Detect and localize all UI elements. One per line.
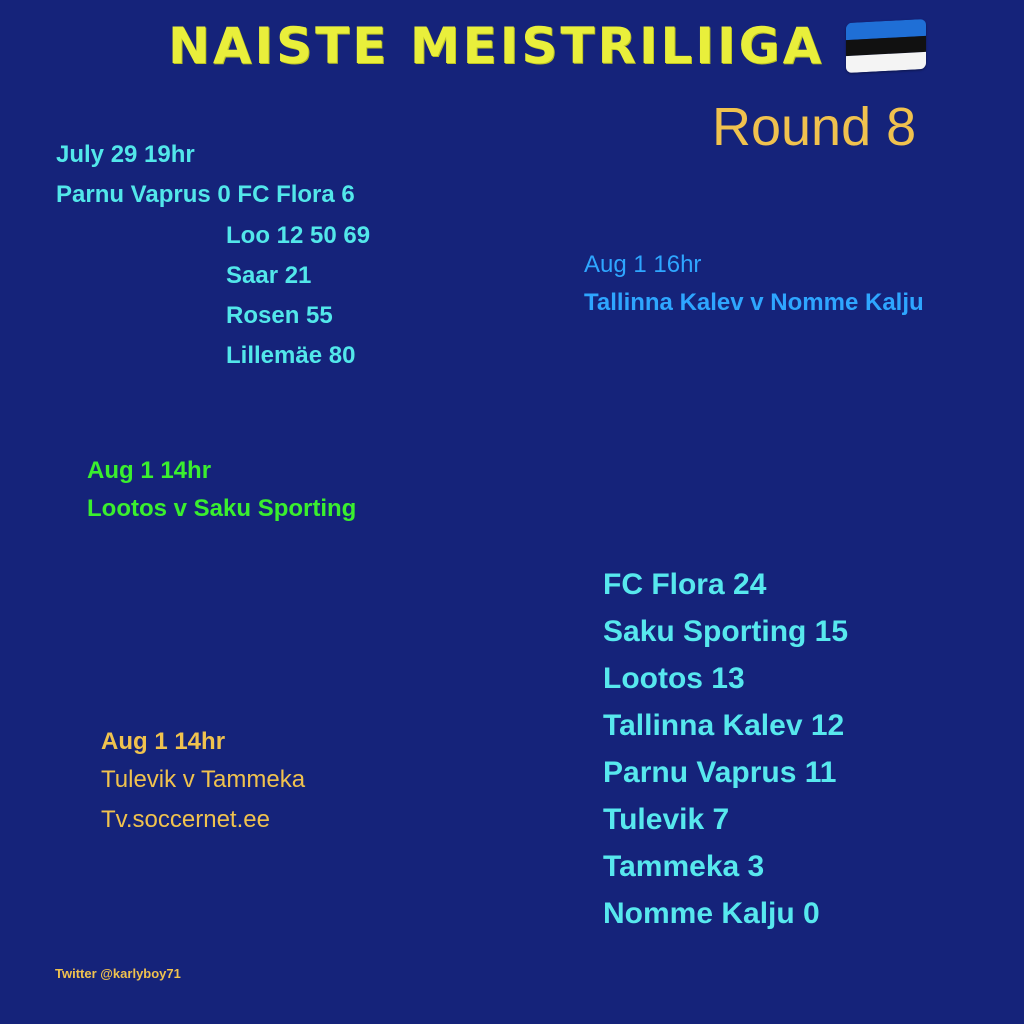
match1-result: Parnu Vaprus 0 FC Flora 6	[56, 181, 355, 208]
twitter-handle: Twitter @karlyboy71	[55, 966, 181, 981]
match2-fixture: Tallinna Kalev v Nomme Kalju	[584, 289, 924, 316]
standings-row: Tallinna Kalev 12	[603, 709, 845, 742]
match4-fixture: Tulevik v Tammeka	[101, 766, 306, 793]
match2-date: Aug 1 16hr	[584, 251, 702, 278]
round-label: Round 8	[712, 97, 917, 157]
standings-row: FC Flora 24	[603, 568, 767, 601]
match3-fixture: Lootos v Saku Sporting	[87, 495, 357, 522]
match4-broadcast: Tv.soccernet.ee	[101, 806, 270, 833]
standings-row: Lootos 13	[603, 662, 745, 695]
standings-row: Parnu Vaprus 11	[603, 756, 837, 789]
standings-row: Nomme Kalju 0	[603, 897, 820, 930]
standings-row: Tammeka 3	[603, 850, 765, 883]
match3-date: Aug 1 14hr	[87, 457, 212, 484]
page-title: NAISTE MEISTRILIIGA	[168, 17, 825, 75]
match1-scorer: Lillemäe 80	[226, 342, 356, 369]
match1-scorer: Loo 12 50 69	[226, 222, 371, 249]
match4-date: Aug 1 14hr	[101, 728, 226, 755]
match1-scorer: Rosen 55	[226, 302, 333, 329]
match1-scorer: Saar 21	[226, 262, 312, 289]
match1-date: July 29 19hr	[56, 141, 195, 168]
standings-row: Saku Sporting 15	[603, 615, 849, 648]
estonia-flag-icon	[846, 19, 926, 73]
header	[168, 14, 926, 78]
standings-row: Tulevik 7	[603, 803, 730, 836]
